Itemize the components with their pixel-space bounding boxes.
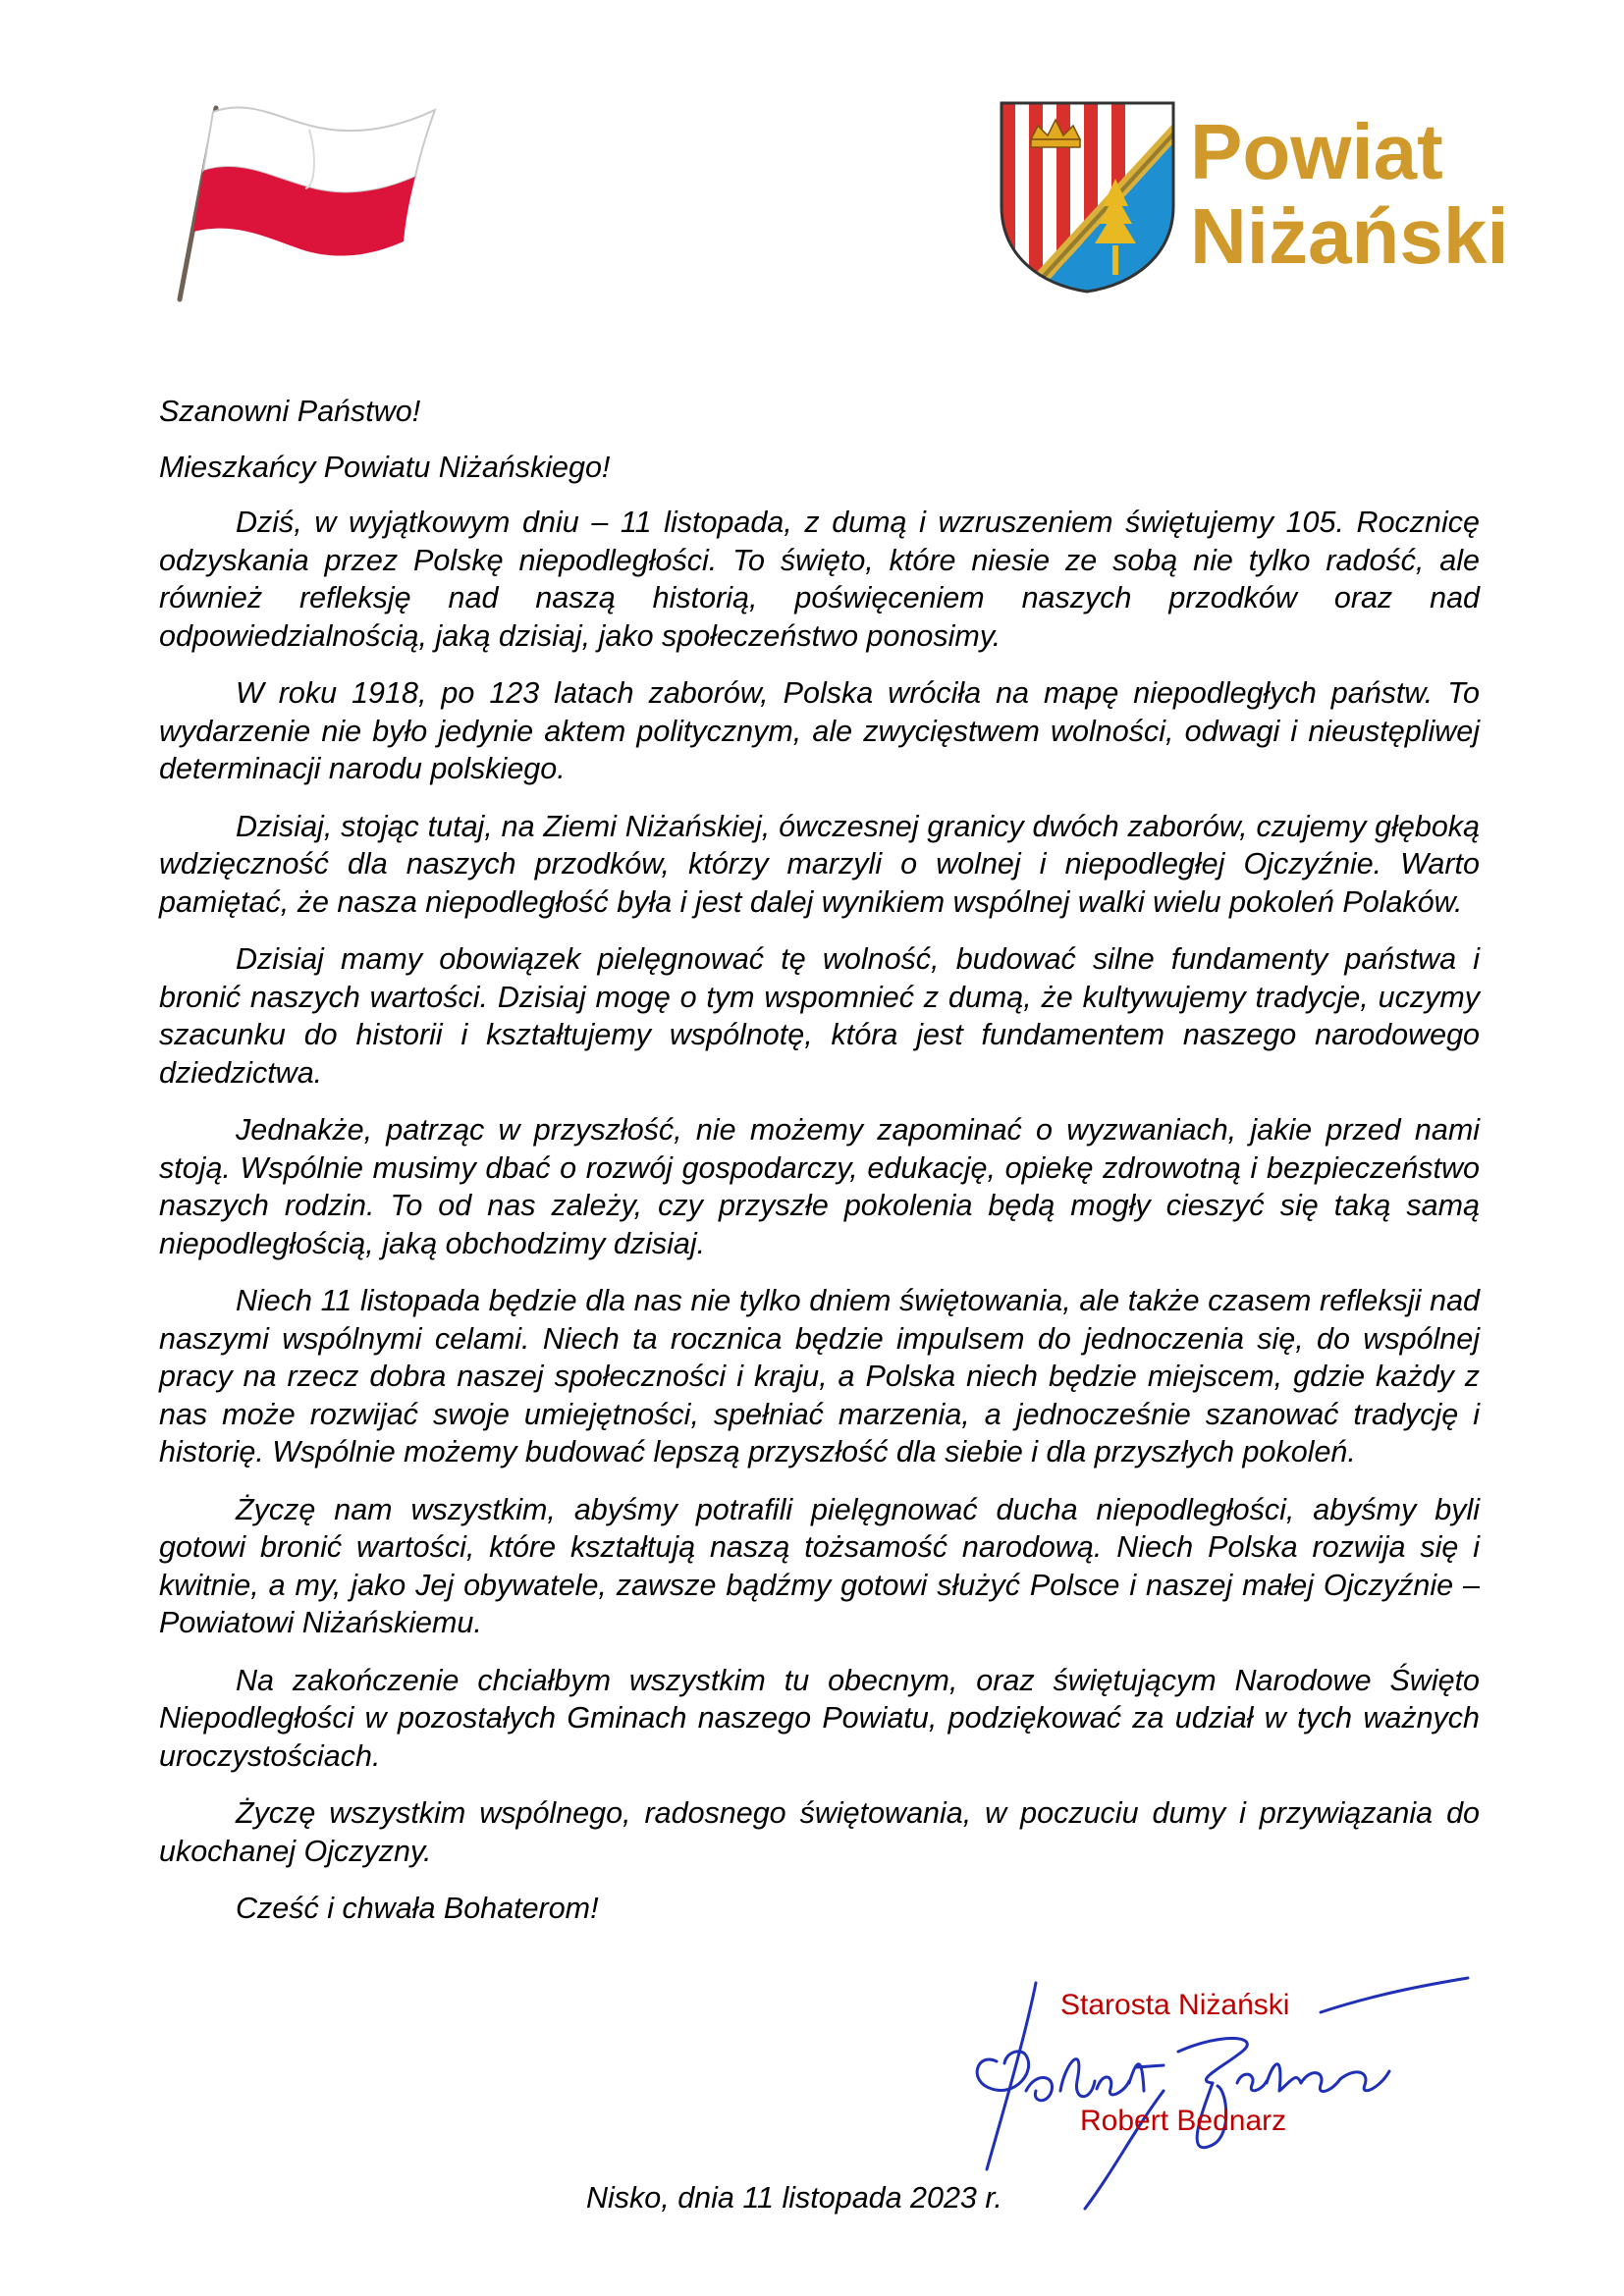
- paragraph-7: Życzę nam wszystkim, abyśmy potrafili pielęgnować ducha niepodległości, abyśmy byli gotowi bronić wartości, które kształtują naszą tożsamość narodową. Niech Polska rozwija się i kwitnie, a my, jako Jej obywatele, zawsze bądźmy gotowi służyć Polsce i naszej małej Ojczyźnie – Powiatowi Niżańskiemu.: [159, 1492, 1480, 1639]
- letter-body: [159, 393, 1480, 1948]
- signature-name: Robert Bednarz: [1080, 2105, 1287, 2137]
- polish-flag-image: [162, 98, 486, 304]
- paragraph-1: Dziś, w wyjątkowym dniu – 11 listopada, z dumą i wzruszeniem świętujemy 105. Rocznicę odzyskania przez Polskę niepodległości. To święto, które niesie ze sobą nie tylko radość, ale również refleksję nad naszą historią, poświęceniem naszych przodków oraz nad odpowiedzialnością, jaką dzisiaj, jako społeczeństwo ponosimy.: [159, 506, 1480, 653]
- brand-line-2: Niżański: [1190, 192, 1509, 280]
- brand-wordmark: [1190, 110, 1509, 279]
- paragraph-2: W roku 1918, po 123 latach zaborów, Polska wróciła na mapę niepodległych państw. To wydarzenie nie było jedynie aktem politycznym, ale zwycięstwem wolności, odwagi i nieustępliwej determinacji narodu polskiego.: [159, 676, 1480, 785]
- paragraph-9: Życzę wszystkim wspólnego, radosnego świętowania, w poczuciu dumy i przywiązania do ukochanej Ojczyzny.: [159, 1796, 1480, 1868]
- paragraph-8: Na zakończenie chciałbym wszystkim tu obecnym, oraz świętującym Narodowe Święto Niepodległości w pozostałych Gminach naszego Powiatu, podziękować za udział w tych ważnych uroczystościach.: [159, 1663, 1480, 1773]
- paragraph-4: Dzisiaj mamy obowiązek pielęgnować tę wolność, budować silne fundamenty państwa i bronić naszych wartości. Dzisiaj mogę o tym wspomnieć z dumą, że kultywujemy tradycje, uczymy szacunku do historii i kształtujemy wspólnotę, która jest fundamentem naszego narodowego dziedzictwa.: [159, 942, 1480, 1090]
- paragraph-5: Jednakże, patrząc w przyszłość, nie możemy zapominać o wyzwaniach, jakie przed nami stoją. Wspólnie musimy dbać o rozwój gospodarczy, edukację, opiekę zdrowotną i bezpieczeństwo naszych rodzin. To od nas zależy, czy przyszłe pokolenia będą mogły cieszyć się taką samą niepodległością, jaką obchodzimy dzisiaj.: [159, 1113, 1480, 1260]
- powiat-crest-logo: [997, 98, 1178, 294]
- place-and-date: Nisko, dnia 11 listopada 2023 r.: [586, 2181, 1002, 2215]
- signature-title: Starosta Niżański: [1060, 1989, 1290, 2021]
- salutation-1: Szanowni Państwo!: [159, 395, 421, 428]
- salutation-2: Mieszkańcy Powiatu Niżańskiego!: [159, 450, 611, 484]
- paragraph-6: Niech 11 listopada będzie dla nas nie tylko dniem świętowania, ale także czasem refleksji nad naszymi wspólnymi celami. Niech ta rocznica będzie impulsem do jednoczenia się, do wspólnej pracy na rzecz dobra naszej społeczności i kraju, a Polska niech będzie miejscem, gdzie każdy z nas może rozwijać swoje umiejętności, spełniać marzenia, a jednocześnie szanować tradycję i historię. Wspólnie możemy budować lepszą przyszłość dla siebie i dla przyszłych pokoleń.: [159, 1284, 1480, 1468]
- brand-line-1: Powiat: [1190, 108, 1443, 195]
- paragraph-3: Dzisiaj, stojąc tutaj, na Ziemi Niżańskiej, ówczesnej granicy dwóch zaborów, czujemy głęboką wdzięczność dla naszych przodków, którzy marzyli o wolnej i niepodległej Ojczyźnie. Warto pamiętać, że nasza niepodległość była i jest dalej wynikiem wspólnej walki wielu pokoleń Polaków.: [159, 809, 1480, 919]
- closing-line: Cześć i chwała Bohaterom!: [236, 1892, 599, 1925]
